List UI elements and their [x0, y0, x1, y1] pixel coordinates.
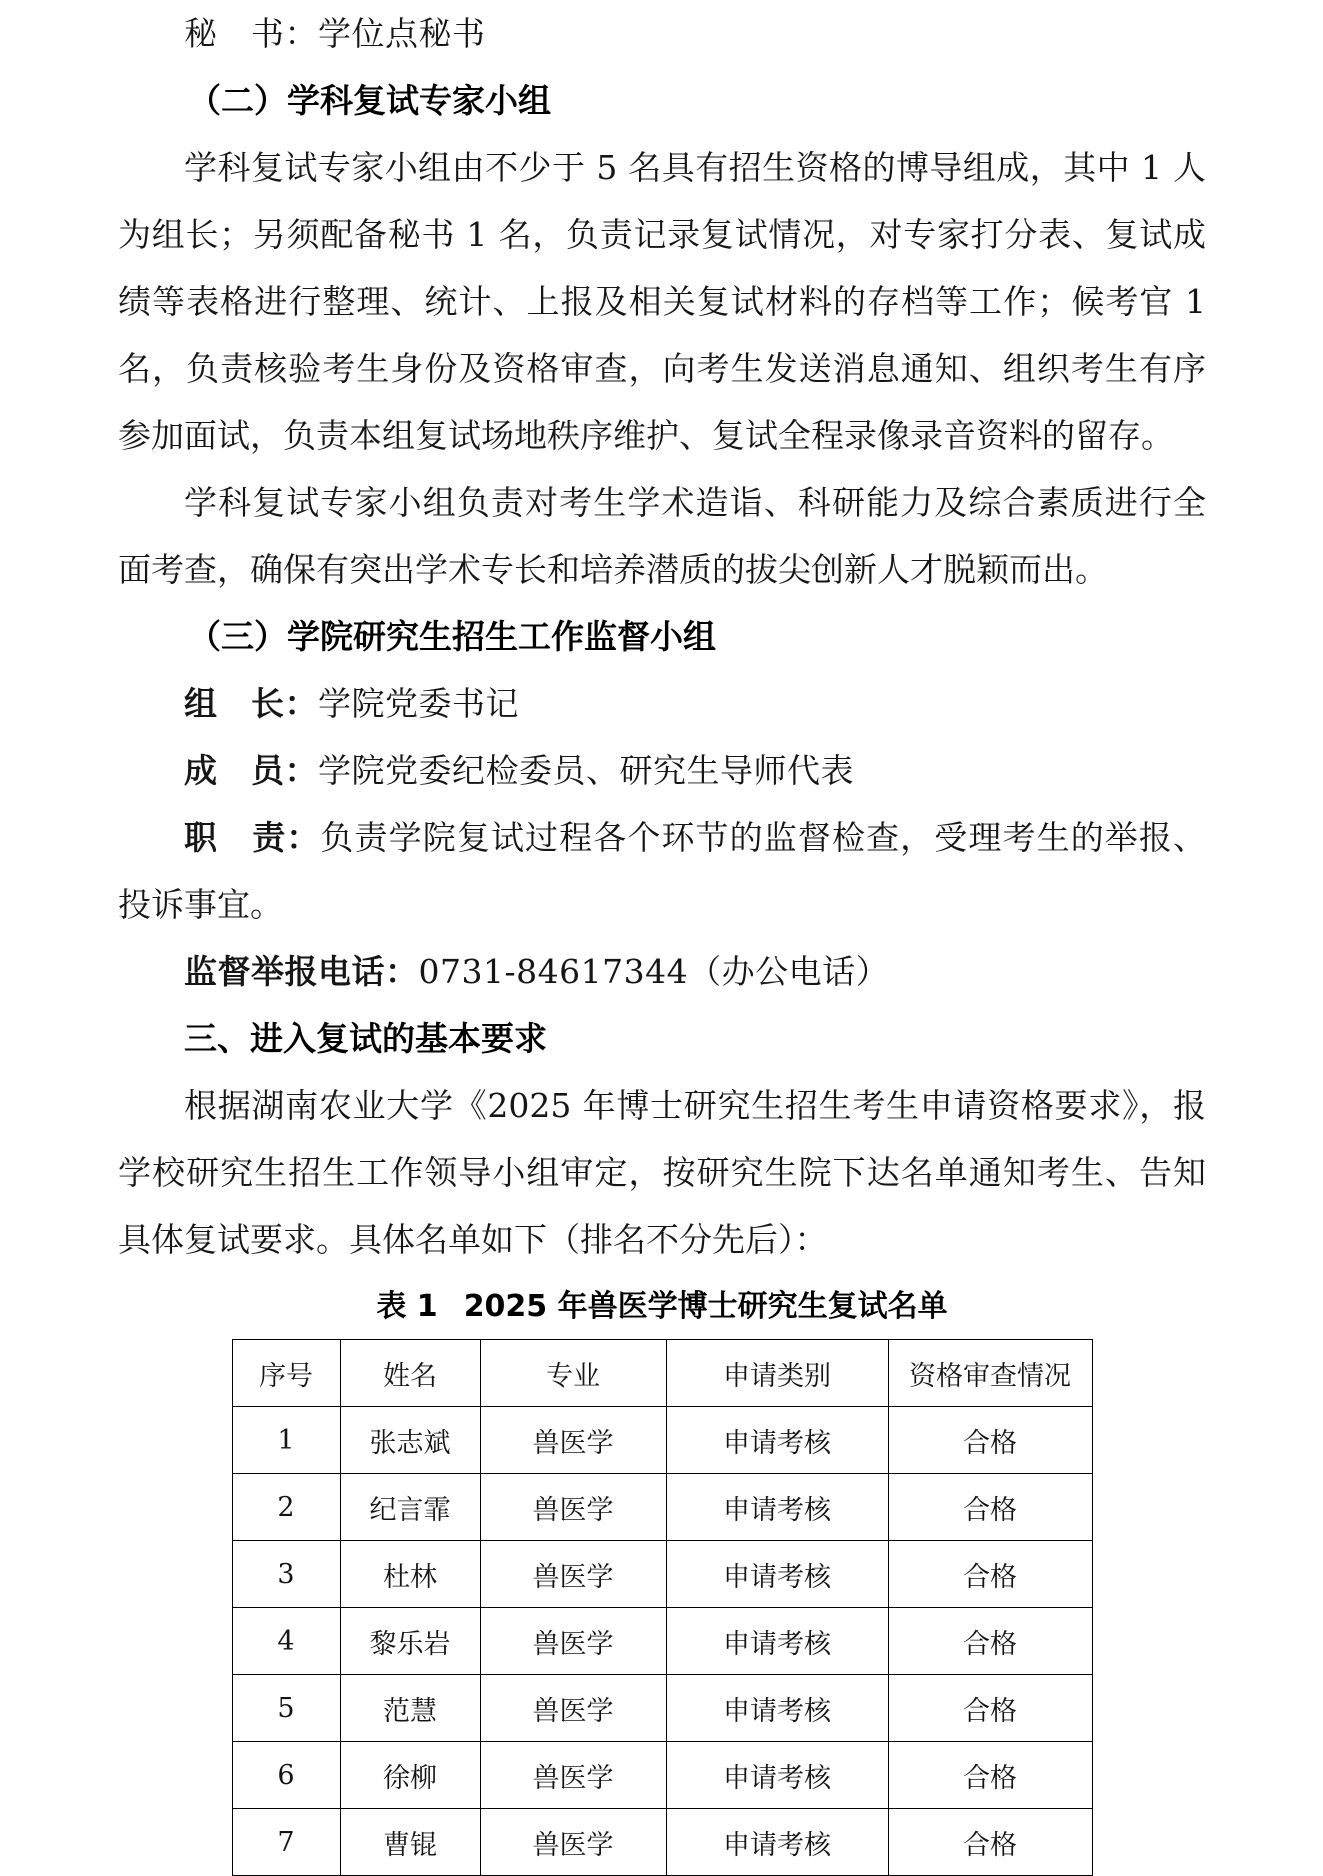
paragraph-expert-duty: 学科复试专家小组负责对考生学术造诣、科研能力及综合素质进行全面考查，确保有突出学术专长和培养潜质的拔尖创新人才脱颖而出。 [118, 483, 1206, 589]
roster-table [232, 1339, 1093, 1876]
member-line [118, 737, 1206, 804]
cell-seq: 1 [232, 1407, 340, 1474]
cell-type: 申请考核 [666, 1742, 888, 1809]
cell-seq: 6 [232, 1742, 340, 1809]
cell-seq: 3 [232, 1541, 340, 1608]
cell-status: 合格 [888, 1608, 1092, 1675]
table-caption-prefix: 表 1 [376, 1289, 438, 1324]
section-heading-three: （三）学院研究生招生工作监督小组 [188, 617, 716, 656]
cell-name: 黎乐岩 [340, 1608, 480, 1675]
cell-status: 合格 [888, 1742, 1092, 1809]
cell-status: 合格 [888, 1541, 1092, 1608]
cell-type: 申请考核 [666, 1608, 888, 1675]
cell-status: 合格 [888, 1474, 1092, 1541]
hotline-label: 监督举报电话： [184, 952, 419, 991]
member-label: 成 员： [184, 751, 318, 790]
hotline-line [118, 938, 1206, 1005]
cell-seq: 5 [232, 1675, 340, 1742]
cell-status: 合格 [888, 1809, 1092, 1876]
cell-major: 兽医学 [480, 1474, 666, 1541]
column-header-major: 专业 [480, 1340, 666, 1407]
cell-name: 杜林 [340, 1541, 480, 1608]
table-body [232, 1407, 1092, 1876]
leader-label: 组 长： [184, 684, 318, 723]
column-header-seq: 序号 [232, 1340, 340, 1407]
table-row [232, 1474, 1092, 1541]
cell-name: 范慧 [340, 1675, 480, 1742]
table-row [232, 1407, 1092, 1474]
cell-name: 纪言霏 [340, 1474, 480, 1541]
table-caption-title: 2025 年兽医学博士研究生复试名单 [463, 1289, 948, 1324]
cell-type: 申请考核 [666, 1474, 888, 1541]
cell-major: 兽医学 [480, 1541, 666, 1608]
cell-type: 申请考核 [666, 1407, 888, 1474]
cell-seq: 4 [232, 1608, 340, 1675]
column-header-name: 姓名 [340, 1340, 480, 1407]
cell-type: 申请考核 [666, 1541, 888, 1608]
cell-type: 申请考核 [666, 1675, 888, 1742]
cell-status: 合格 [888, 1675, 1092, 1742]
cell-major: 兽医学 [480, 1675, 666, 1742]
leader-line [118, 670, 1206, 737]
cell-major: 兽医学 [480, 1742, 666, 1809]
section-heading-requirements: 三、进入复试的基本要求 [184, 1019, 547, 1058]
section-heading-two: （二）学科复试专家小组 [188, 81, 551, 120]
cell-major: 兽医学 [480, 1407, 666, 1474]
cell-seq: 2 [232, 1474, 340, 1541]
table-row [232, 1608, 1092, 1675]
cell-name: 徐柳 [340, 1742, 480, 1809]
cell-major: 兽医学 [480, 1809, 666, 1876]
cell-type: 申请考核 [666, 1809, 888, 1876]
table-row [232, 1809, 1092, 1876]
column-header-status: 资格审查情况 [888, 1340, 1092, 1407]
duty-label: 职 责： [184, 818, 321, 857]
duty-line [118, 804, 1206, 938]
cell-status: 合格 [888, 1407, 1092, 1474]
paragraph-requirements: 根据湖南农业大学《2025 年博士研究生招生考生申请资格要求》，报学校研究生招生工作领导小组审定，按研究生院下达名单通知考生、告知具体复试要求。具体名单如下（排名不分先后）： [118, 1086, 1206, 1259]
hotline-value: 0731-84617344（办公电话） [418, 952, 890, 991]
document-body [118, 0, 1206, 1876]
table-row [232, 1742, 1092, 1809]
paragraph-expert-group: 学科复试专家小组由不少于 5 名具有招生资格的博导组成，其中 1 人为组长；另须配备秘书 1 名，负责记录复试情况，对专家打分表、复试成绩等表格进行整理、统计、上报及相关复试材料的存档等工作；候考官 1 名，负责核验考生身份及资格审查，向考生发送消息通知、组织考生有序参加面试，负责本组复试场地秩序维护、复试全程录像录音资料的留存。 [118, 148, 1206, 455]
table-row [232, 1675, 1092, 1742]
column-header-type: 申请类别 [666, 1340, 888, 1407]
cell-name: 张志斌 [340, 1407, 480, 1474]
leader-value: 学院党委书记 [318, 684, 519, 723]
cell-seq: 7 [232, 1809, 340, 1876]
cell-major: 兽医学 [480, 1608, 666, 1675]
table-header-row [232, 1340, 1092, 1407]
table-row [232, 1541, 1092, 1608]
cell-name: 曹锟 [340, 1809, 480, 1876]
table-header [232, 1340, 1092, 1407]
table-caption [118, 1279, 1206, 1335]
member-value: 学院党委纪检委员、研究生导师代表 [318, 751, 854, 790]
secretary-line: 秘 书：学位点秘书 [184, 14, 486, 53]
duty-value: 负责学院复试过程各个环节的监督检查，受理考生的举报、投诉事宜。 [118, 818, 1207, 924]
